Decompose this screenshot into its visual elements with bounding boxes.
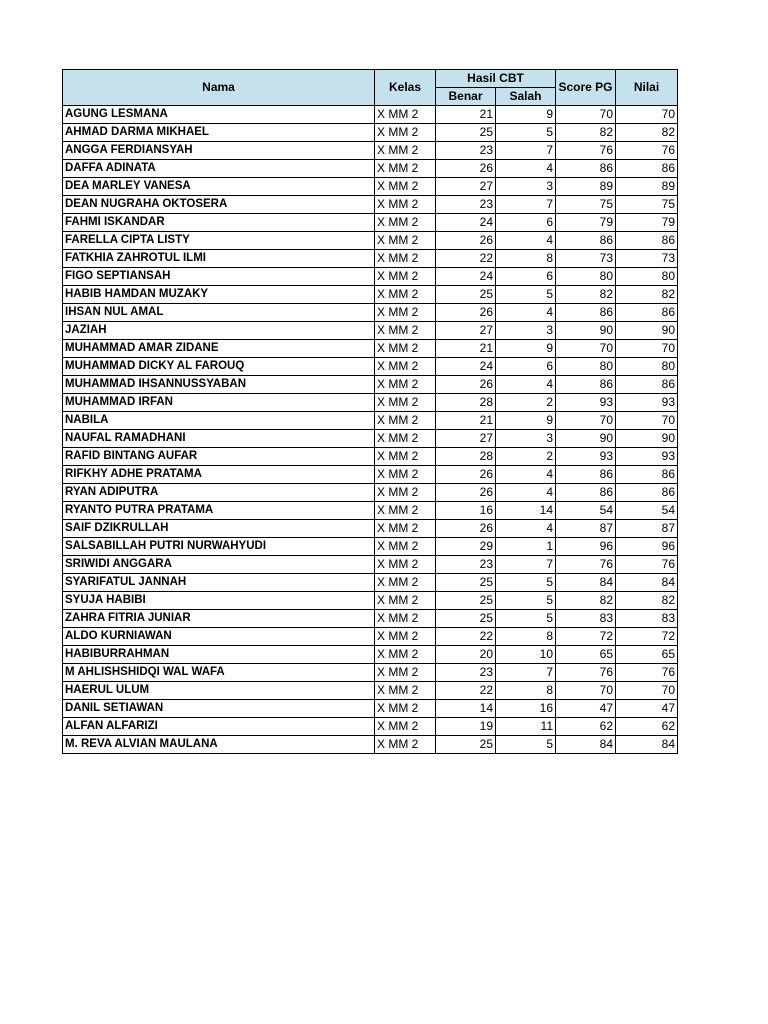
table-row [63,106,678,124]
cell-salah: 9 [496,340,556,358]
cell-salah: 2 [496,448,556,466]
cell-benar: 27 [436,430,496,448]
cell-nilai: 86 [616,232,678,250]
cell-benar: 23 [436,142,496,160]
cell-salah: 5 [496,736,556,754]
cell-salah: 8 [496,250,556,268]
cell-score-pg: 83 [556,610,616,628]
cell-salah: 2 [496,394,556,412]
cell-score-pg: 90 [556,322,616,340]
cell-nama: DANIL SETIAWAN [63,700,375,718]
cell-nilai: 90 [616,430,678,448]
cell-nilai: 83 [616,610,678,628]
cell-salah: 10 [496,646,556,664]
cell-salah: 7 [496,196,556,214]
cell-score-pg: 84 [556,574,616,592]
cell-salah: 7 [496,142,556,160]
cell-benar: 25 [436,286,496,304]
cell-nilai: 84 [616,574,678,592]
cell-score-pg: 80 [556,268,616,286]
cell-kelas: X MM 2 [375,304,436,322]
cell-salah: 14 [496,502,556,520]
cell-benar: 19 [436,718,496,736]
table-row [63,286,678,304]
cell-salah: 6 [496,358,556,376]
cell-nama: FIGO SEPTIANSAH [63,268,375,286]
table-row [63,178,678,196]
cell-score-pg: 76 [556,664,616,682]
cell-benar: 25 [436,610,496,628]
cell-salah: 3 [496,322,556,340]
cell-benar: 28 [436,394,496,412]
cell-salah: 5 [496,610,556,628]
cell-kelas: X MM 2 [375,502,436,520]
table-row [63,394,678,412]
header-nilai: Nilai [616,70,678,106]
cell-salah: 9 [496,412,556,430]
cell-salah: 5 [496,574,556,592]
cell-score-pg: 70 [556,106,616,124]
cell-kelas: X MM 2 [375,214,436,232]
cell-score-pg: 54 [556,502,616,520]
table-row [63,322,678,340]
cell-salah: 7 [496,556,556,574]
cell-score-pg: 75 [556,196,616,214]
cell-nama: DEA MARLEY VANESA [63,178,375,196]
cell-nama: DAFFA ADINATA [63,160,375,178]
cell-nama: SYARIFATUL JANNAH [63,574,375,592]
cell-nilai: 89 [616,178,678,196]
table-row [63,556,678,574]
cell-nilai: 93 [616,448,678,466]
cell-kelas: X MM 2 [375,196,436,214]
cell-kelas: X MM 2 [375,340,436,358]
cell-benar: 25 [436,592,496,610]
cell-score-pg: 80 [556,358,616,376]
header-kelas: Kelas [375,70,436,106]
cell-score-pg: 70 [556,412,616,430]
cell-salah: 9 [496,106,556,124]
cell-kelas: X MM 2 [375,178,436,196]
cell-nilai: 54 [616,502,678,520]
header-nama: Nama [63,70,375,106]
table-row [63,142,678,160]
table-row [63,412,678,430]
cell-nama: NABILA [63,412,375,430]
table-row [63,628,678,646]
table-row [63,664,678,682]
cell-nama: FAHMI ISKANDAR [63,214,375,232]
table-body [63,106,678,754]
table-row [63,484,678,502]
cell-nilai: 84 [616,736,678,754]
cell-nilai: 82 [616,592,678,610]
cell-score-pg: 89 [556,178,616,196]
header-score-pg: Score PG [556,70,616,106]
cell-kelas: X MM 2 [375,664,436,682]
cell-nilai: 86 [616,304,678,322]
cell-nilai: 86 [616,376,678,394]
cell-nama: ANGGA FERDIANSYAH [63,142,375,160]
table-row [63,682,678,700]
cell-nama: FATKHIA ZAHROTUL ILMI [63,250,375,268]
cell-nilai: 75 [616,196,678,214]
cell-score-pg: 76 [556,556,616,574]
cell-kelas: X MM 2 [375,466,436,484]
table-row [63,646,678,664]
cell-score-pg: 86 [556,232,616,250]
cell-nilai: 93 [616,394,678,412]
cell-score-pg: 62 [556,718,616,736]
cell-nama: ALDO KURNIAWAN [63,628,375,646]
cell-benar: 20 [436,646,496,664]
cell-score-pg: 73 [556,250,616,268]
cell-nilai: 82 [616,286,678,304]
cell-kelas: X MM 2 [375,322,436,340]
cell-benar: 26 [436,232,496,250]
cell-score-pg: 47 [556,700,616,718]
cell-nilai: 70 [616,106,678,124]
table-row [63,196,678,214]
cell-nama: M. REVA ALVIAN MAULANA [63,736,375,754]
cell-kelas: X MM 2 [375,232,436,250]
cell-nama: RAFID BINTANG AUFAR [63,448,375,466]
cell-salah: 6 [496,268,556,286]
cell-kelas: X MM 2 [375,142,436,160]
cell-salah: 11 [496,718,556,736]
cell-score-pg: 72 [556,628,616,646]
cell-benar: 26 [436,520,496,538]
cell-benar: 27 [436,322,496,340]
cell-nama: DEAN NUGRAHA OKTOSERA [63,196,375,214]
cell-salah: 3 [496,178,556,196]
cell-nama: AHMAD DARMA MIKHAEL [63,124,375,142]
cell-salah: 4 [496,520,556,538]
cell-benar: 25 [436,574,496,592]
cell-benar: 21 [436,412,496,430]
cell-salah: 1 [496,538,556,556]
cell-salah: 16 [496,700,556,718]
cell-benar: 21 [436,106,496,124]
table-row [63,160,678,178]
cell-nilai: 47 [616,700,678,718]
cell-benar: 22 [436,628,496,646]
cell-nilai: 96 [616,538,678,556]
cell-benar: 25 [436,736,496,754]
cell-salah: 4 [496,304,556,322]
table-row [63,340,678,358]
cell-salah: 5 [496,124,556,142]
header-salah: Salah [496,88,556,106]
cell-score-pg: 65 [556,646,616,664]
cell-nilai: 90 [616,322,678,340]
cell-nilai: 76 [616,556,678,574]
cell-nama: RIFKHY ADHE PRATAMA [63,466,375,484]
cell-nilai: 87 [616,520,678,538]
cell-score-pg: 86 [556,466,616,484]
cell-kelas: X MM 2 [375,358,436,376]
cell-score-pg: 82 [556,592,616,610]
cell-salah: 6 [496,214,556,232]
cell-salah: 8 [496,628,556,646]
table-row [63,304,678,322]
cell-salah: 4 [496,376,556,394]
cell-score-pg: 93 [556,394,616,412]
table-row [63,592,678,610]
cell-kelas: X MM 2 [375,250,436,268]
cell-benar: 25 [436,124,496,142]
cell-nilai: 70 [616,682,678,700]
table-header [63,70,678,106]
cell-salah: 4 [496,160,556,178]
cell-score-pg: 86 [556,376,616,394]
cell-salah: 5 [496,592,556,610]
cell-benar: 26 [436,484,496,502]
cell-salah: 5 [496,286,556,304]
cell-nama: AGUNG LESMANA [63,106,375,124]
cell-benar: 27 [436,178,496,196]
cell-benar: 26 [436,160,496,178]
cell-kelas: X MM 2 [375,160,436,178]
cell-nama: RYAN ADIPUTRA [63,484,375,502]
cell-nama: ALFAN ALFARIZI [63,718,375,736]
table-row [63,502,678,520]
cell-kelas: X MM 2 [375,268,436,286]
cell-kelas: X MM 2 [375,106,436,124]
cell-nilai: 70 [616,412,678,430]
table-row [63,466,678,484]
cell-salah: 4 [496,232,556,250]
cell-benar: 26 [436,304,496,322]
cell-kelas: X MM 2 [375,376,436,394]
cell-score-pg: 82 [556,286,616,304]
cell-benar: 23 [436,664,496,682]
table-row [63,736,678,754]
cell-nama: MUHAMMAD DICKY AL FAROUQ [63,358,375,376]
cell-kelas: X MM 2 [375,286,436,304]
cell-score-pg: 79 [556,214,616,232]
cell-kelas: X MM 2 [375,448,436,466]
cell-benar: 24 [436,358,496,376]
cell-nama: SRIWIDI ANGGARA [63,556,375,574]
cell-benar: 26 [436,466,496,484]
cell-benar: 29 [436,538,496,556]
cell-benar: 26 [436,376,496,394]
cell-score-pg: 87 [556,520,616,538]
cell-nama: HAERUL ULUM [63,682,375,700]
cell-nama: NAUFAL RAMADHANI [63,430,375,448]
cell-kelas: X MM 2 [375,124,436,142]
cell-score-pg: 86 [556,160,616,178]
cell-nilai: 82 [616,124,678,142]
cell-benar: 14 [436,700,496,718]
cell-score-pg: 93 [556,448,616,466]
cell-kelas: X MM 2 [375,700,436,718]
cell-nama: FARELLA CIPTA LISTY [63,232,375,250]
cell-kelas: X MM 2 [375,412,436,430]
table-row [63,376,678,394]
table-row [63,232,678,250]
cell-score-pg: 86 [556,304,616,322]
cell-kelas: X MM 2 [375,736,436,754]
cell-benar: 16 [436,502,496,520]
header-benar: Benar [436,88,496,106]
cell-benar: 22 [436,250,496,268]
cell-nama: MUHAMMAD AMAR ZIDANE [63,340,375,358]
cell-salah: 3 [496,430,556,448]
cell-benar: 23 [436,196,496,214]
cell-score-pg: 82 [556,124,616,142]
cell-nilai: 76 [616,142,678,160]
cell-nama: M AHLISHSHIDQI WAL WAFA [63,664,375,682]
table-row [63,718,678,736]
score-table [62,69,678,754]
cell-nama: MUHAMMAD IHSANNUSSYABAN [63,376,375,394]
cell-benar: 21 [436,340,496,358]
cell-score-pg: 70 [556,340,616,358]
cell-benar: 28 [436,448,496,466]
cell-score-pg: 84 [556,736,616,754]
cell-kelas: X MM 2 [375,538,436,556]
cell-kelas: X MM 2 [375,430,436,448]
cell-nilai: 86 [616,160,678,178]
cell-nama: SYUJA HABIBI [63,592,375,610]
table-row [63,358,678,376]
cell-score-pg: 70 [556,682,616,700]
cell-nilai: 79 [616,214,678,232]
cell-benar: 24 [436,268,496,286]
table-row [63,574,678,592]
table-row [63,538,678,556]
cell-nilai: 70 [616,340,678,358]
cell-kelas: X MM 2 [375,394,436,412]
cell-salah: 4 [496,466,556,484]
cell-kelas: X MM 2 [375,628,436,646]
cell-kelas: X MM 2 [375,484,436,502]
cell-score-pg: 96 [556,538,616,556]
cell-score-pg: 86 [556,484,616,502]
cell-nilai: 86 [616,466,678,484]
cell-nama: ZAHRA FITRIA JUNIAR [63,610,375,628]
cell-nilai: 80 [616,358,678,376]
table-row [63,520,678,538]
cell-salah: 8 [496,682,556,700]
cell-benar: 24 [436,214,496,232]
cell-salah: 7 [496,664,556,682]
table-row [63,448,678,466]
cell-nama: JAZIAH [63,322,375,340]
cell-nama: IHSAN NUL AMAL [63,304,375,322]
cell-nama: SALSABILLAH PUTRI NURWAHYUDI [63,538,375,556]
cell-nama: HABIB HAMDAN MUZAKY [63,286,375,304]
cell-nilai: 80 [616,268,678,286]
cell-score-pg: 90 [556,430,616,448]
cell-nilai: 62 [616,718,678,736]
cell-kelas: X MM 2 [375,610,436,628]
table-row [63,214,678,232]
cell-score-pg: 76 [556,142,616,160]
cell-nama: HABIBURRAHMAN [63,646,375,664]
cell-benar: 23 [436,556,496,574]
table-row [63,430,678,448]
table-row [63,124,678,142]
cell-kelas: X MM 2 [375,574,436,592]
cell-nama: RYANTO PUTRA PRATAMA [63,502,375,520]
cell-nilai: 73 [616,250,678,268]
cell-nilai: 86 [616,484,678,502]
cell-kelas: X MM 2 [375,556,436,574]
table-row [63,268,678,286]
cell-nilai: 72 [616,628,678,646]
table-row [63,700,678,718]
cell-nama: MUHAMMAD IRFAN [63,394,375,412]
cell-kelas: X MM 2 [375,520,436,538]
cell-kelas: X MM 2 [375,682,436,700]
cell-nilai: 65 [616,646,678,664]
cell-nilai: 76 [616,664,678,682]
table-row [63,610,678,628]
header-hasil-cbt: Hasil CBT [436,70,556,88]
cell-kelas: X MM 2 [375,718,436,736]
cell-kelas: X MM 2 [375,646,436,664]
cell-kelas: X MM 2 [375,592,436,610]
cell-nama: SAIF DZIKRULLAH [63,520,375,538]
table-row [63,250,678,268]
cell-benar: 22 [436,682,496,700]
cell-salah: 4 [496,484,556,502]
